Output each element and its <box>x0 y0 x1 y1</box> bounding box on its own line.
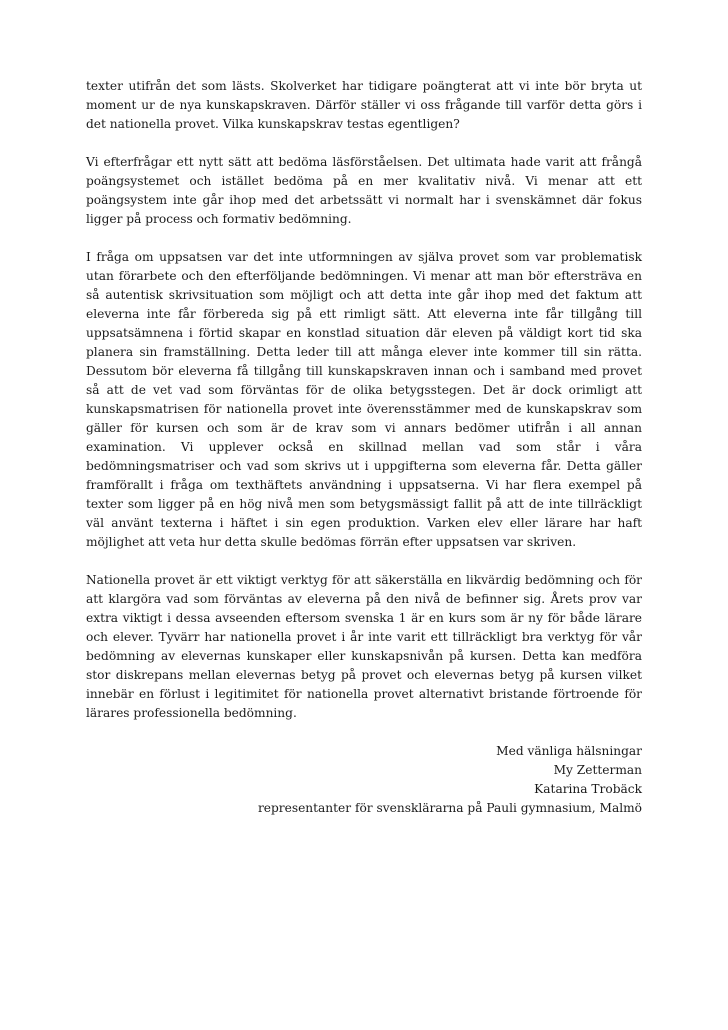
letter-page <box>86 77 642 818</box>
signature-name-2: Katarina Trobäck <box>534 782 642 796</box>
paragraph-lasforstaelse: Vi efterfrågar ett nytt sätt att bedöma läsförståelsen. Det ultimata hade varit att frångå poängsystemet och istället bedöma på en mer kvalitativ nivå. Vi menar att ett poängsystem inte går ihop med det arbetssätt vi normalt har i svenskämnet där fokus ligger på process och formativ bedömning. <box>86 155 642 226</box>
signature-closing: Med vänliga hälsningar <box>496 744 642 758</box>
paragraph-uppsats: I fråga om uppsatsen var det inte utformningen av själva provet som var problematisk utan förarbete och den efterföljande bedömningen. Vi menar att man bör eftersträva en så autentisk skrivsituation som möjligt och att detta inte går ihop med det faktum att eleverna inte får förbereda sig på ett rimligt sätt. Att eleverna inte får tillgång till uppsatsämnena i förtid skapar en konstlad situation där eleven på väldigt kort tid ska planera sin framställning. Detta leder till att många elever inte kommer till sin rätta. Dessutom bör eleverna få tillgång till kunskapskraven innan och i samband med provet så att de vet vad som förväntas för de olika betygsstegen. Det är dock orimligt att kunskapsmatrisen för nationella provet inte överensstämmer med de kunskapskrav som gäller för kursen och som är de krav som vi annars bedömer utifrån i all annan examination. Vi upplever också en skillnad mellan vad som står i våra bedömningsmatriser och vad som skrivs ut i uppgifterna som eleverna får. Detta gäller framförallt i fråga om texthäftets användning i uppsatserna. Vi har flera exempel på texter som ligger på en hög nivå men som betygsmässigt fallit på att de inte tillräckligt väl använt texterna i häftet i sin egen produktion. Varken elev eller lärare har haft möjlighet att veta hur detta skulle bedömas förrän efter uppsatsen var skriven. <box>86 250 642 549</box>
signature-name-1: My Zetterman <box>553 763 642 777</box>
paragraph-nationella-provet: Nationella provet är ett viktigt verktyg för att säkerställa en likvärdig bedömning och för att klargöra vad som förväntas av eleverna på den nivå de befinner sig. Årets prov var extra viktigt i dessa avseenden eftersom svenska 1 är en kurs som är ny för både lärare och elever. Tyvärr har nationella provet i år inte varit ett tillräckligt bra verktyg för vår bedömning av elevernas kunskaper eller kunskapsnivån på kursen. Detta kan medföra stor diskrepans mellan elevernas betyg på provet och elevernas betyg på kursen vilket innebär en förlust i legitimitet för nationella provet alternativt bristande förtroende för lärares professionella bedömning. <box>86 573 642 720</box>
signature-block <box>86 742 642 818</box>
paragraph-kunskapskrav: texter utifrån det som lästs. Skolverket har tidigare poängterat att vi inte bör bryta ut moment ur de nya kunskapskraven. Därför ställer vi oss frågande till varför detta görs i det nationella provet. Vilka kunskapskrav testas egentligen? <box>86 79 642 131</box>
signature-affiliation: representanter för svensklärarna på Pauli gymnasium, Malmö <box>257 801 642 815</box>
